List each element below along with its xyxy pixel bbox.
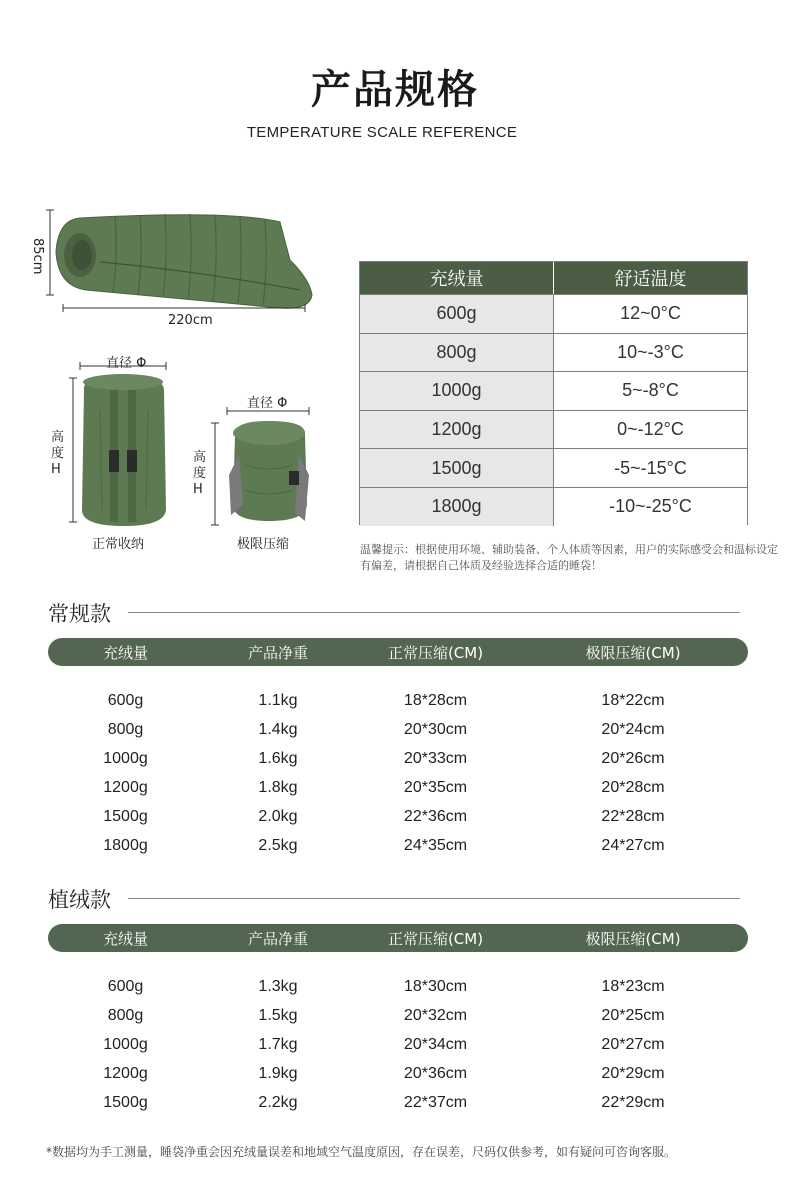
comfort-temp-cell: 5~-8°C (554, 372, 747, 410)
page-subtitle: TEMPERATURE SCALE REFERENCE (246, 124, 518, 141)
net-weight-cell: 1.1kg (258, 691, 298, 709)
comfort-temp-cell: 10~-3°C (554, 334, 747, 372)
normal-stuff-sack-image (60, 350, 180, 530)
extreme-compression-cell: 20*27cm (601, 1035, 665, 1053)
table-row (48, 1088, 748, 1117)
temperature-table-header (360, 262, 747, 294)
fill-weight-cell: 1800g (360, 488, 554, 526)
net-weight-cell: 2.0kg (258, 807, 298, 825)
extreme-compression-cell: 18*22cm (601, 691, 665, 709)
header-net-weight: 产品净重 (247, 929, 308, 948)
normal-compression-cell: 18*30cm (403, 977, 468, 995)
fill-weight-cell: 600g (107, 977, 144, 995)
temperature-table (359, 261, 748, 525)
header-fill-weight: 充绒量 (360, 262, 554, 294)
fill-weight-cell: 800g (360, 334, 554, 372)
extreme-compression-cell: 20*24cm (601, 720, 665, 738)
width-dimension-label: 85cm (30, 238, 45, 275)
header-fill-weight: 充绒量 (102, 929, 148, 948)
regular-spec-table (48, 686, 748, 860)
header-fill-weight: 充绒量 (102, 643, 148, 662)
comfort-temp-cell: 0~-12°C (554, 411, 747, 449)
normal-compression-cell: 20*34cm (403, 1035, 468, 1053)
table-row (48, 686, 748, 715)
table-row (360, 410, 747, 449)
net-weight-cell: 1.5kg (258, 1006, 298, 1024)
table-row (360, 487, 747, 526)
normal-compression-cell: 22*36cm (403, 807, 468, 825)
fill-weight-cell: 600g (107, 691, 144, 709)
normal-compression-cell: 20*36cm (403, 1064, 468, 1082)
table-row (48, 1059, 748, 1088)
table-row (360, 448, 747, 487)
table-row (48, 972, 748, 1001)
extreme-compression-cell: 24*27cm (601, 836, 665, 854)
extreme-compression-cell: 20*28cm (601, 778, 665, 796)
fill-weight-cell: 1800g (103, 836, 148, 854)
usage-notice: 温馨提示：根据使用环境、辅助装备、个人体质等因素，用户的实际感受会和温标设定有偏差，请根据自己体质及经验选择合适的睡袋！ (360, 543, 778, 572)
normal-compression-cell: 20*33cm (403, 749, 468, 767)
table-row (48, 831, 748, 860)
extreme-compression-cell: 22*28cm (601, 807, 665, 825)
extreme-compression-cell: 18*23cm (601, 977, 665, 995)
table-row (48, 744, 748, 773)
header-normal-compression: 正常压缩(CM) (387, 929, 484, 948)
fill-weight-cell: 1500g (360, 449, 554, 487)
planted-spec-table (48, 972, 748, 1117)
normal-compression-cell: 20*32cm (403, 1006, 468, 1024)
fill-weight-cell: 1200g (103, 1064, 148, 1082)
extreme-compression-cell: 20*26cm (601, 749, 665, 767)
comfort-temp-cell: 12~0°C (554, 295, 747, 333)
net-weight-cell: 1.4kg (258, 720, 298, 738)
normal-compression-cell: 20*30cm (403, 720, 468, 738)
fill-weight-cell: 800g (107, 1006, 144, 1024)
table-row (360, 294, 747, 333)
page-title: 产品规格 (311, 67, 479, 113)
fill-weight-cell: 1500g (103, 807, 148, 825)
extreme-compression-cell: 22*29cm (601, 1093, 665, 1111)
normal-storage-caption: 正常收纳 (92, 537, 145, 552)
comfort-temp-cell: -5~-15°C (554, 449, 747, 487)
table-row (48, 1001, 748, 1030)
table-row (48, 773, 748, 802)
normal-compression-cell: 20*35cm (403, 778, 468, 796)
footnote: *数据均为手工测量，睡袋净重会因充绒量误差和地域空气温度原因，存在误差，尺码仅供参考，如有疑问可咨询客服。 (46, 1145, 677, 1159)
extreme-compression-caption: 极限压缩 (237, 537, 290, 552)
extreme-stuff-sack-image (205, 395, 320, 535)
normal-compression-cell: 18*28cm (403, 691, 468, 709)
normal-compression-cell: 24*35cm (403, 836, 468, 854)
fill-weight-cell: 1200g (103, 778, 148, 796)
fill-weight-cell: 1000g (360, 372, 554, 410)
normal-diameter-label: 直径 Φ (106, 356, 147, 371)
fill-weight-cell: 800g (107, 720, 144, 738)
net-weight-cell: 1.9kg (258, 1064, 298, 1082)
header-net-weight: 产品净重 (247, 643, 308, 662)
extreme-diameter-label: 直径 Φ (247, 396, 288, 411)
fill-weight-cell: 600g (360, 295, 554, 333)
section-divider (128, 898, 740, 899)
comfort-temp-cell: -10~-25°C (554, 488, 747, 526)
header-extreme-compression: 极限压缩(CM) (585, 929, 681, 948)
flat-sleeping-bag-image (30, 200, 320, 325)
extreme-compression-cell: 20*25cm (601, 1006, 665, 1024)
section-divider (128, 612, 740, 613)
net-weight-cell: 1.7kg (258, 1035, 298, 1053)
net-weight-cell: 1.3kg (258, 977, 298, 995)
extreme-height-label: 高度 H (193, 450, 207, 497)
fill-weight-cell: 1500g (103, 1093, 148, 1111)
table-row (48, 802, 748, 831)
length-dimension-label: 220cm (168, 313, 213, 328)
table-row (360, 371, 747, 410)
net-weight-cell: 1.8kg (258, 778, 298, 796)
fill-weight-cell: 1000g (103, 749, 148, 767)
table-row (48, 1030, 748, 1059)
table-row (48, 715, 748, 744)
fill-weight-cell: 1000g (103, 1035, 148, 1053)
normal-height-label: 高度 H (51, 430, 65, 477)
net-weight-cell: 1.6kg (258, 749, 298, 767)
regular-section-title: 常规款 (48, 602, 111, 626)
net-weight-cell: 2.5kg (258, 836, 298, 854)
regular-spec-header (48, 638, 748, 666)
fill-weight-cell: 1200g (360, 411, 554, 449)
planted-spec-header (48, 924, 748, 952)
planted-section-title: 植绒款 (48, 888, 111, 912)
header-comfort-temp: 舒适温度 (614, 269, 687, 290)
normal-compression-cell: 22*37cm (403, 1093, 468, 1111)
header-extreme-compression: 极限压缩(CM) (585, 643, 681, 662)
header-normal-compression: 正常压缩(CM) (387, 643, 484, 662)
table-row (360, 333, 747, 372)
extreme-compression-cell: 20*29cm (601, 1064, 665, 1082)
net-weight-cell: 2.2kg (258, 1093, 298, 1111)
